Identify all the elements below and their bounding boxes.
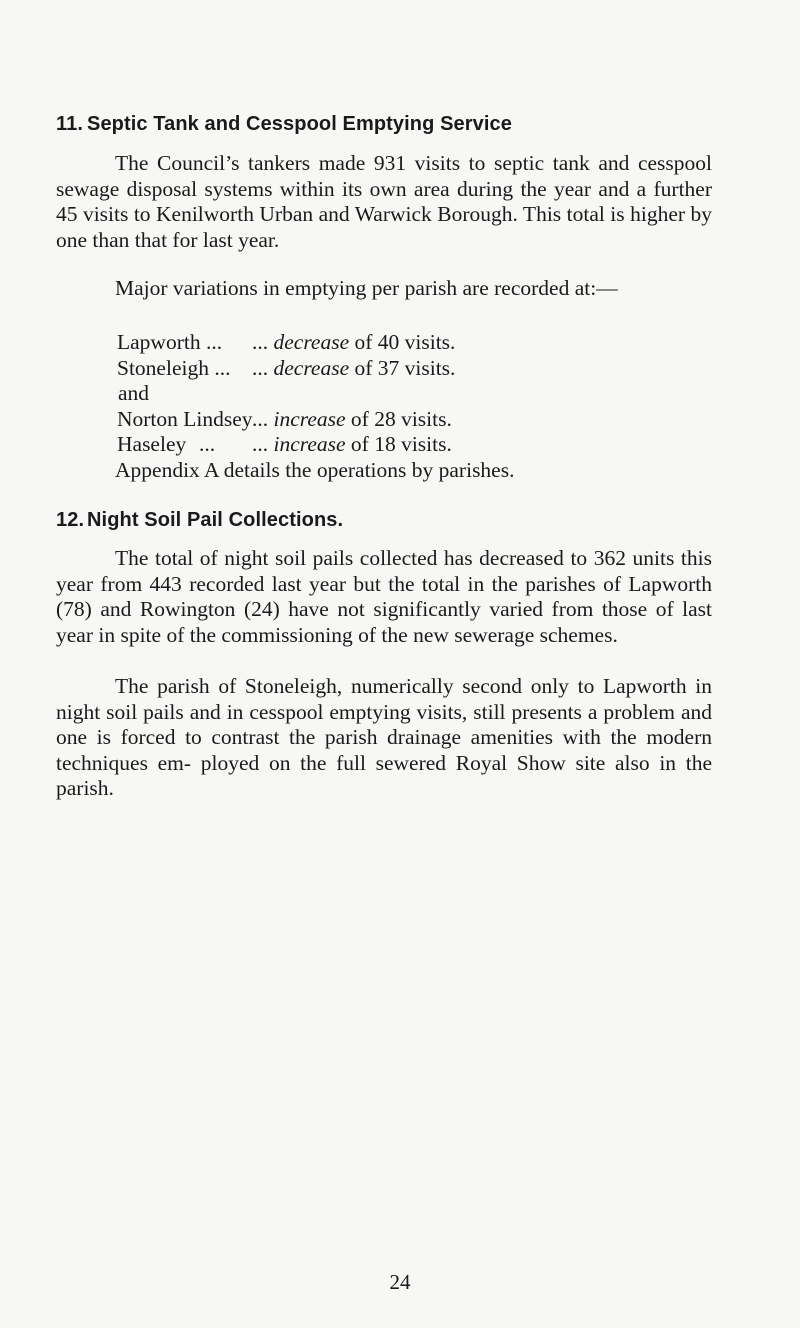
page-number: 24 — [389, 1270, 411, 1294]
variation-change: ... decrease of 40 visits. — [252, 330, 456, 354]
parish-name: Stoneleigh ... — [117, 355, 231, 380]
leader-dots: ... — [199, 432, 216, 456]
parish-name: Haseley — [117, 432, 187, 456]
section-12-paragraph-2: The parish of Stoneleigh, numerically second only to Lapworth in night soil pails and in cesspool emptying visits, still presents a problem and one is forced to contrast the parish drainage amenities with the modern techniques em- ployed on the full sewered Royal Show site also in the parish. — [56, 674, 712, 800]
section-11-number: 11. — [56, 113, 83, 135]
variation-change: ... increase of 18 visits. — [252, 432, 452, 456]
section-12-heading — [56, 509, 343, 532]
section-12-paragraph-1: The total of night soil pails collected has decreased to 362 units this year from 443 recorded last year but the total in the parishes of Lapworth (78) and Rowington (24) have not significantly varied from those of last year in spite of the commissioning of the new sewerage schemes. — [56, 546, 712, 647]
variation-change: ... decrease of 37 visits. — [252, 355, 456, 380]
section-11-title: Septic Tank and Cesspool Emptying Service — [87, 113, 512, 135]
parish-name: Norton Lindsey — [117, 406, 253, 431]
section-12-title: Night Soil Pail Collections. — [87, 509, 344, 531]
section-11-paragraph-2: Major variations in emptying per parish are recorded at:— — [115, 276, 618, 300]
parish-connector: and — [118, 381, 150, 405]
section-11-paragraph-1: The Council’s tankers made 931 visits to septic tank and cesspool sewage disposal systems within its own area during the year and a further 45 visits to Kenilworth Urban and Warwick Borough. This total is higher by one than that for last year. — [56, 151, 712, 252]
section-11-heading — [56, 113, 512, 136]
parish-name: Lapworth ... — [117, 330, 223, 354]
variation-change: ... increase of 28 visits. — [252, 406, 452, 431]
appendix-note: Appendix A details the operations by parishes. — [115, 458, 515, 482]
section-12-number: 12. — [56, 509, 85, 531]
